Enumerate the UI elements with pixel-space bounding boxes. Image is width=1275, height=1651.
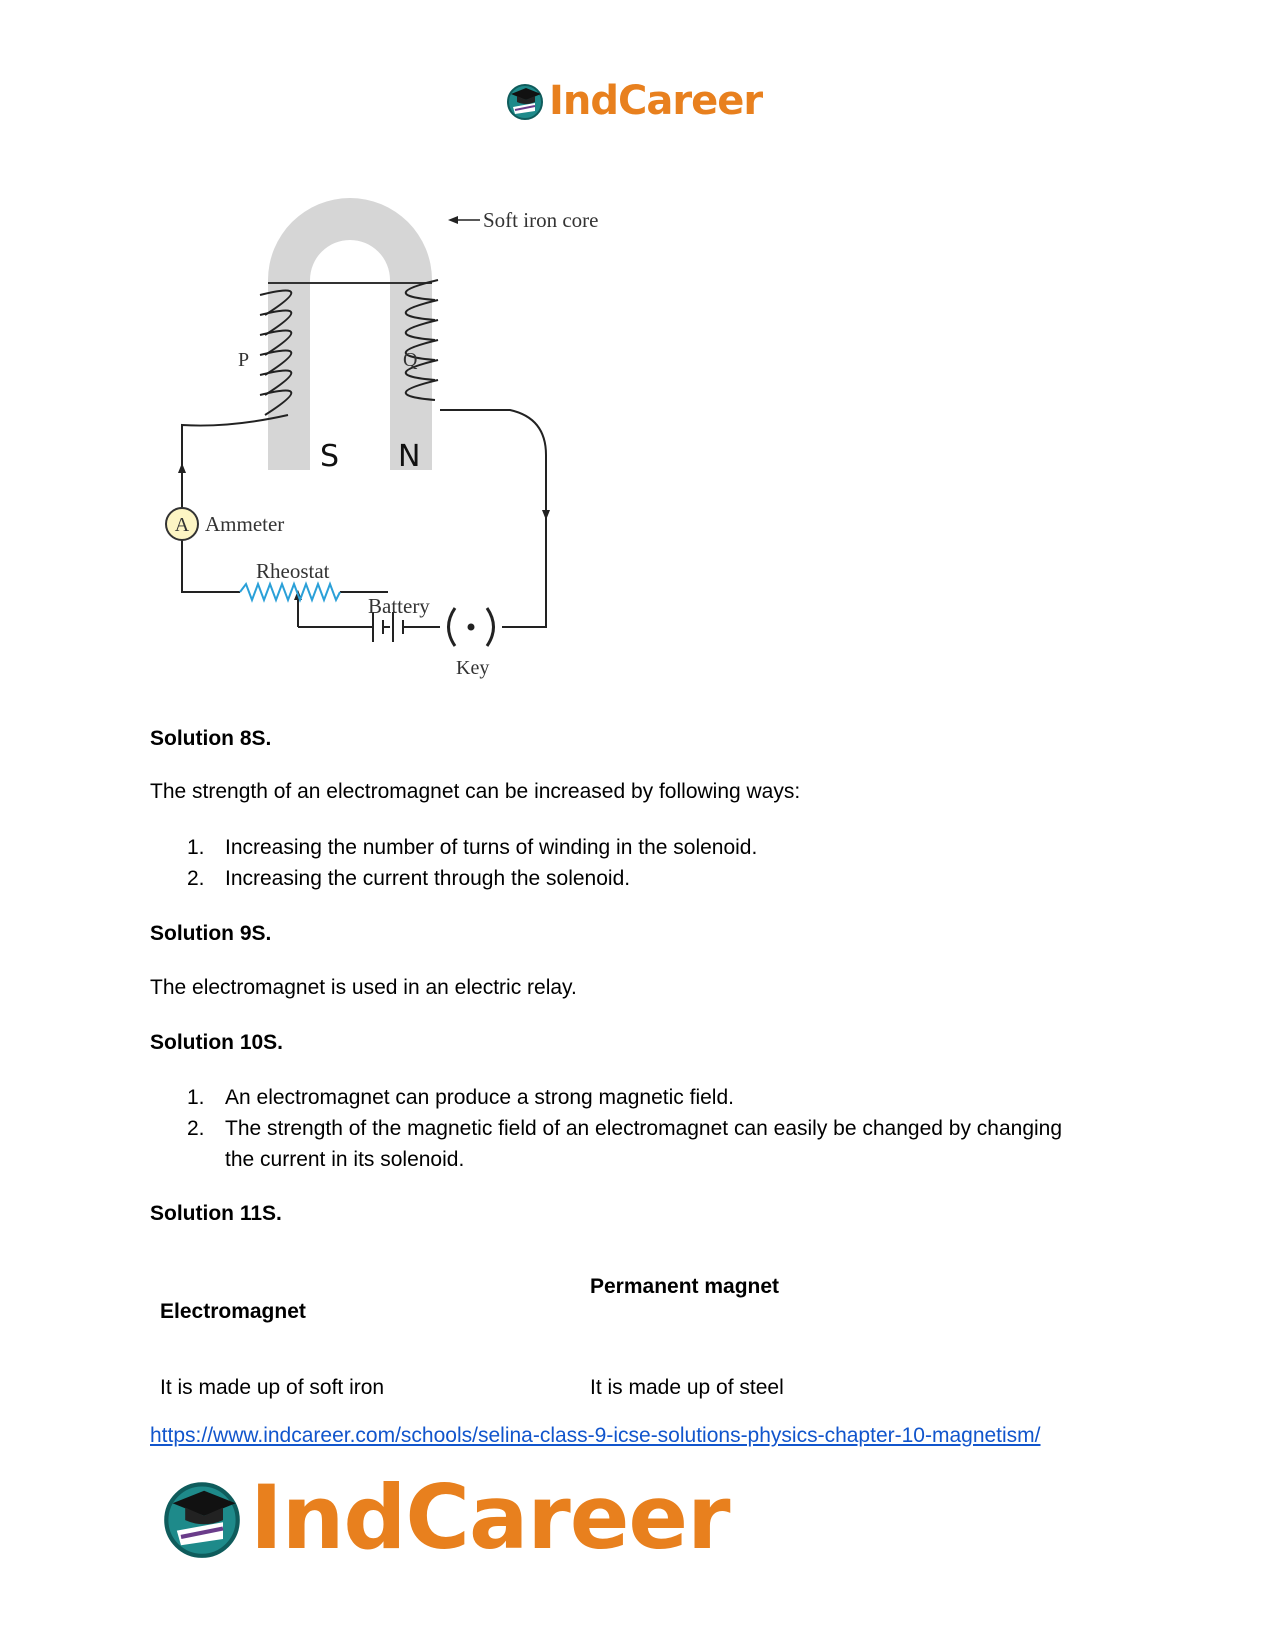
table-header-electromagnet: Electromagnet [160,1300,306,1323]
heading-solution-8s: Solution 8S. [150,727,272,750]
table-cell: It is made up of soft iron [160,1376,385,1399]
graduation-globe-icon [160,1476,244,1560]
solution-9s-text: The electromagnet is used in an electric relay. [150,976,577,999]
rheostat-zigzag [240,584,340,600]
label-core: Soft iron core [483,208,599,232]
footer-logo [160,1466,730,1569]
label-ammeter-symbol: A [174,514,190,536]
table-cell: It is made up of steel [590,1376,784,1399]
heading-solution-11s: Solution 11S. [150,1202,282,1225]
label-rheostat: Rheostat [256,559,330,583]
heading-solution-10s: Solution 10S. [150,1031,284,1054]
solution-8s-intro: The strength of an electromagnet can be increased by following ways: [150,780,801,803]
heading-solution-9s: Solution 9S. [150,922,272,945]
list-item: 2. Increasing the current through the solenoid. [187,867,631,890]
header-logo [505,76,762,126]
label-battery: Battery [368,594,430,618]
label-key: Key [456,657,490,679]
table-header-permanent-magnet: Permanent magnet [590,1275,780,1298]
list-item: 1. An electromagnet can produce a strong magnetic field. [187,1086,734,1109]
list-item: 1. Increasing the number of turns of winding in the solenoid. [187,836,758,859]
list-item: 2. The strength of the magnetic field of an electromagnet can easily be changed by changing the current in its solenoid. [187,1117,1063,1171]
electromagnet-diagram [150,180,650,685]
label-n: N [398,439,421,474]
label-q: Q [403,349,418,371]
solution-10s-list [150,1082,1070,1175]
label-ammeter: Ammeter [205,512,285,536]
logo-text: IndCareer [549,78,763,124]
source-link[interactable]: https://www.indcareer.com/schools/selina-class-9-icse-solutions-physics-chapter-10-magnetism/ [150,1424,1041,1447]
graduation-globe-icon [505,81,545,121]
key-symbol [449,608,494,646]
label-p: P [238,349,250,371]
logo-text: IndCareer [250,1466,730,1569]
label-s: S [320,439,340,474]
solution-8s-list [150,832,757,894]
